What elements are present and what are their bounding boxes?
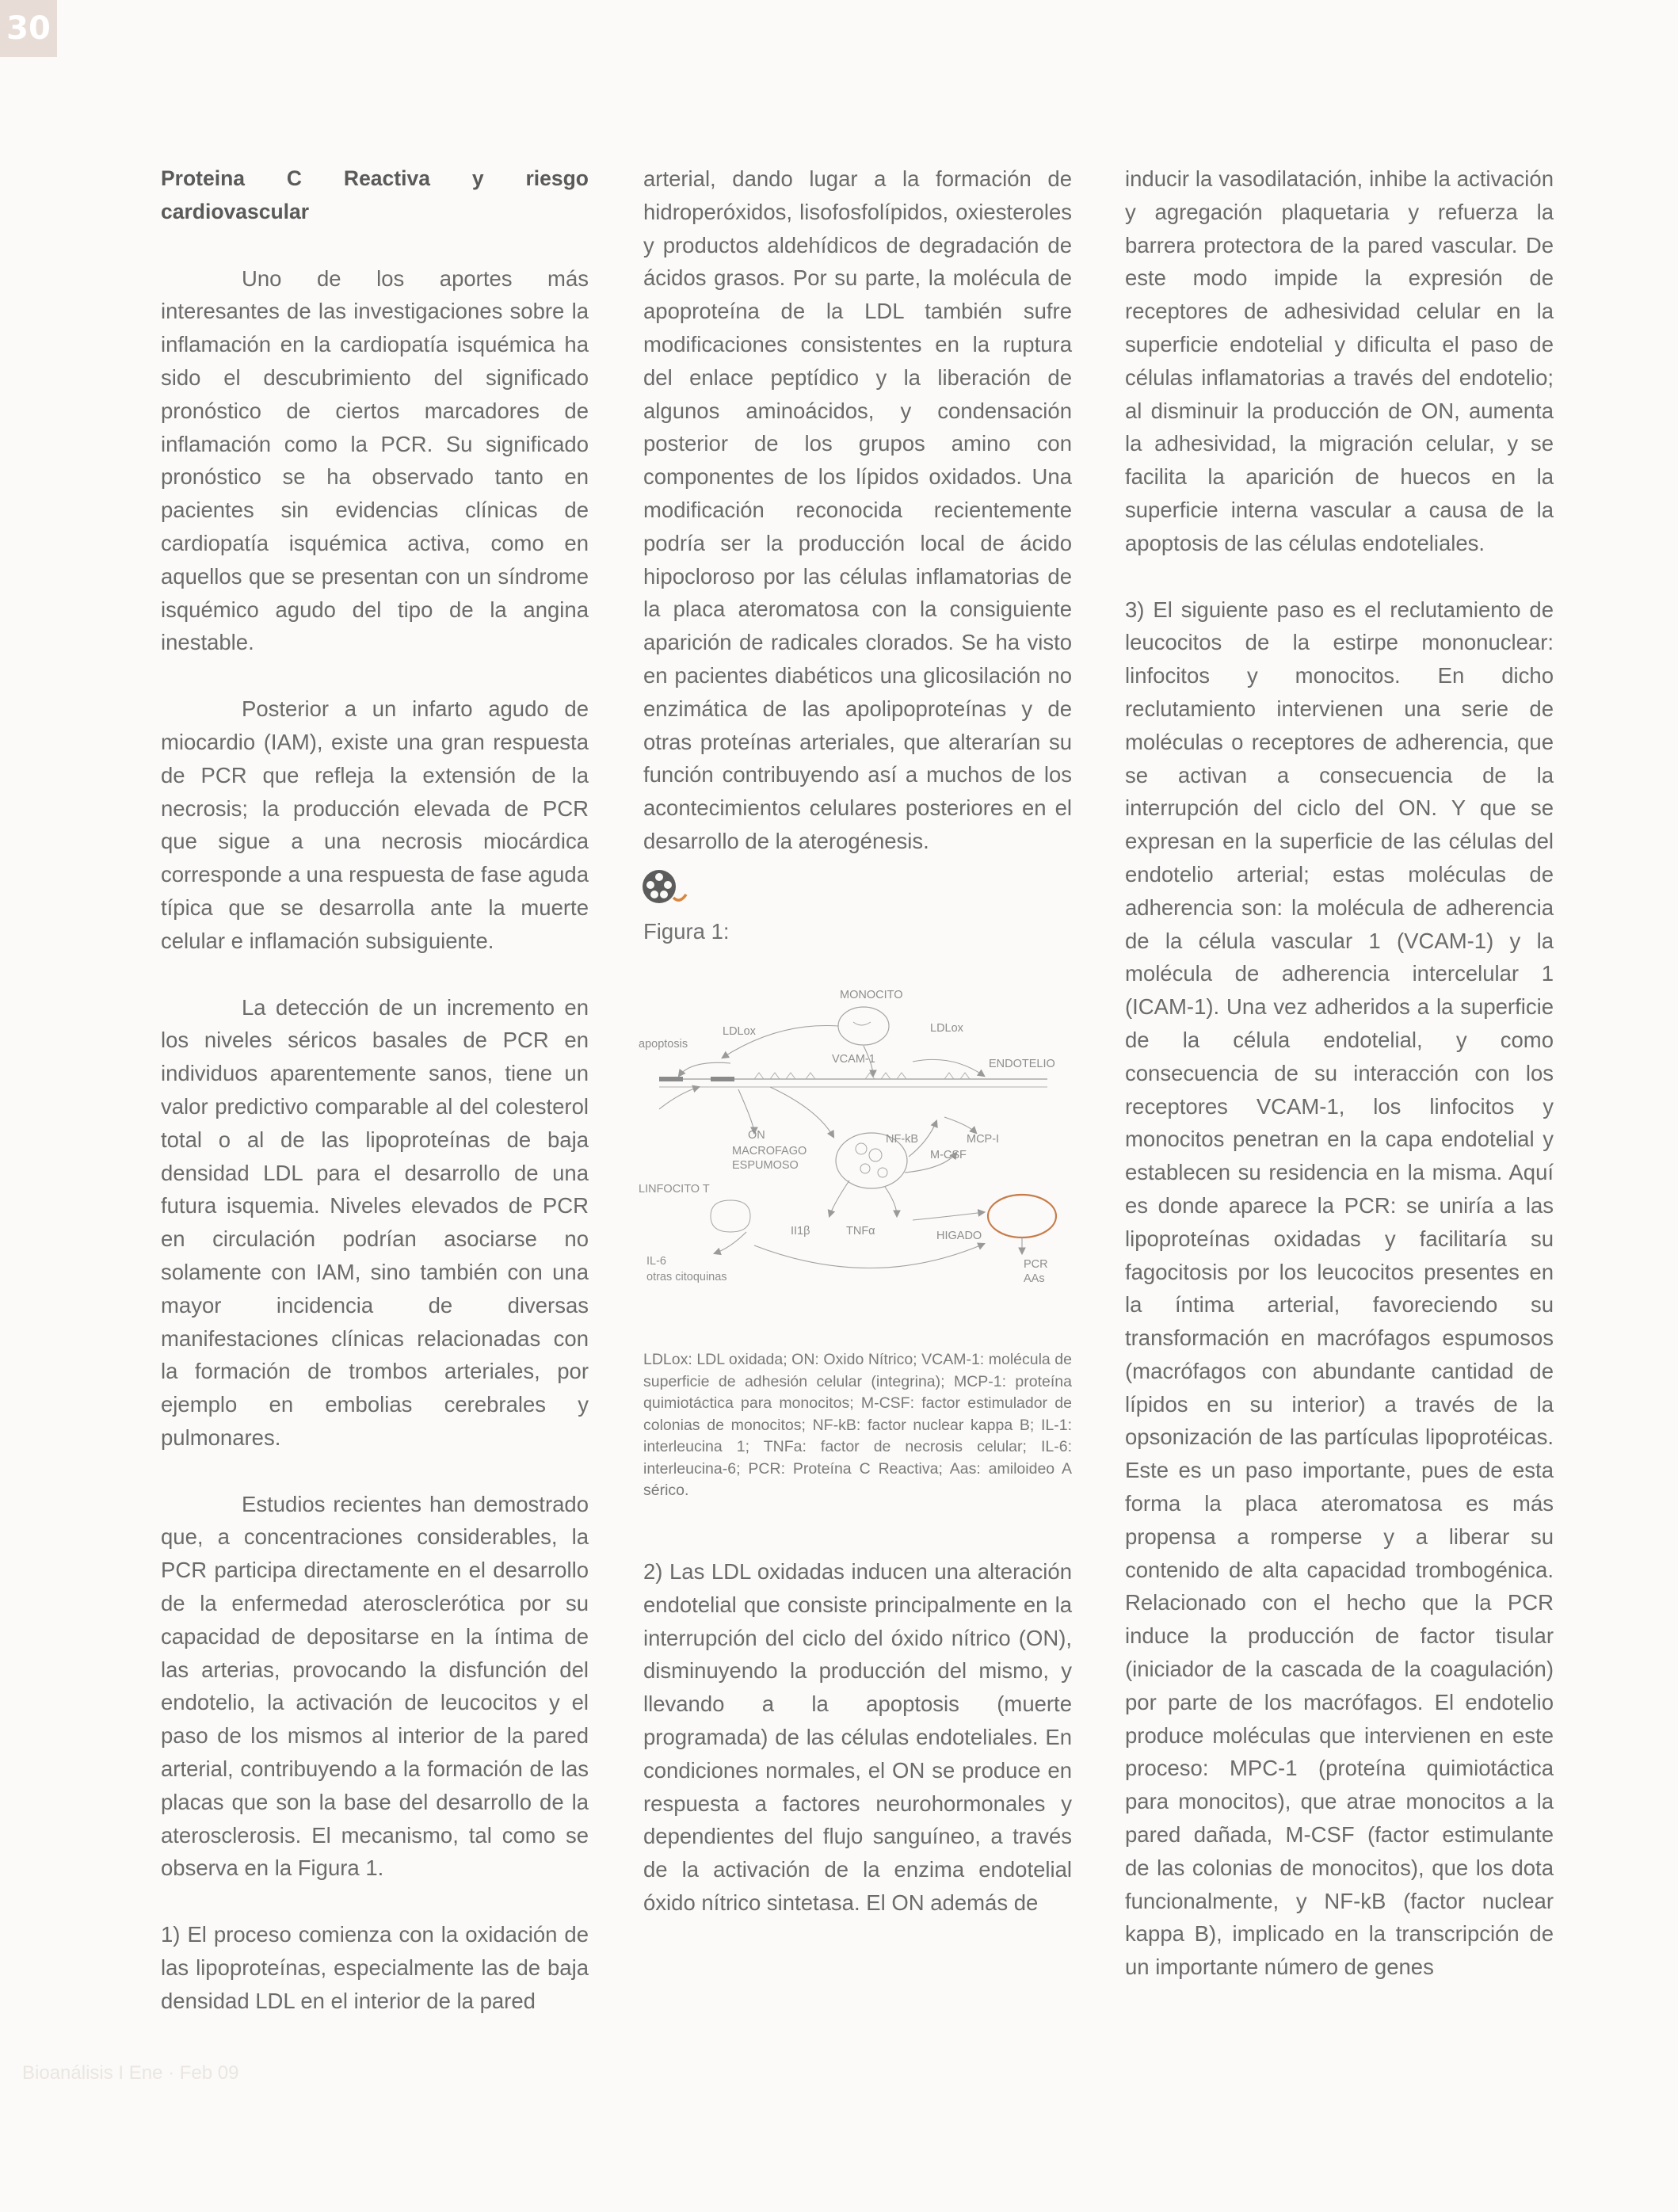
label-il6: IL-6 bbox=[646, 1255, 666, 1268]
label-linfocito: LINFOCITO T bbox=[639, 1183, 710, 1196]
column-1 bbox=[161, 162, 589, 2051]
label-citoquinas: otras citoquinas bbox=[646, 1271, 727, 1283]
label-macrofago: MACROFAGO bbox=[732, 1145, 807, 1157]
film-reel-icon bbox=[640, 868, 689, 907]
label-on: ON bbox=[748, 1129, 765, 1142]
column-2-continued bbox=[643, 1555, 1072, 1953]
label-mcp: MCP-I bbox=[967, 1133, 1000, 1146]
label-pcr: PCR bbox=[1024, 1258, 1048, 1271]
figure-label: Figura 1: bbox=[643, 919, 730, 944]
label-ldlox-left: LDLox bbox=[723, 1025, 756, 1038]
label-ldlox-right: LDLox bbox=[930, 1022, 963, 1035]
footer-text: Bioanálisis I Ene · Feb 09 bbox=[22, 2062, 239, 2084]
column-3 bbox=[1125, 162, 1554, 2017]
paragraph: Posterior a un infarto agudo de miocardio (IAM), existe una gran respuesta de PCR que refleja la extensión de la necrosis; la producción elevada de PCR que sigue a una necrosis miocárdica corresponde a una respuesta de fase aguda típica que se desarrolla ante la muerte celular e inflamación subsiguiente. bbox=[161, 696, 589, 953]
paragraph: arterial, dando lugar a la formación de hidroperóxidos, lisofosfolípidos, oxiesteroles y productos aldehídicos de degradación de ácidos grasos. Por su parte, la molécula de apoproteína de la LDL también sufre modificaciones consistentes en la ruptura del enlace peptídico y la liberación de algunos aminoácidos, y condensación posterior de los grupos amino con componentes de los lípidos oxidados. Una modificación reconocida recientemente podría ser la producción local de ácido hipocloroso por las células inflamatorias de la placa ateromatosa con la consiguiente aparición de radicales clorados. Se ha visto en pacientes diabéticos una glicosilación no enzimática de las apolipoproteínas y de otras proteínas arteriales, que alterarían su función contribuyendo así a muchos de los acontecimientos celulares posteriores en el desarrollo de la aterogénesis. bbox=[643, 166, 1072, 853]
paragraph: Estudios recientes han demostrado que, a concentraciones considerables, la PCR participa directamente en el desarrollo de la enfermedad aterosclerótica por su capacidad de depositarse en la íntima de las arterias, provocando la disfunción del endotelio, la activación de leucocitos y el paso de los mismos al interior de la pared arterial, contribuyendo a la formación de las placas que son la base del desarrollo de la aterosclerosis. El mecanismo, tal como se observa en la Figura 1. bbox=[161, 1491, 589, 1881]
label-monocito: MONOCITO bbox=[840, 989, 903, 1001]
figure-diagram bbox=[635, 974, 1079, 1307]
figure-caption: LDLox: LDL oxidada; ON: Oxido Nítrico; VCAM-1: molécula de superficie de adhesión celular (integrina); MCP-1: proteína quimiotáctica para monocitos; M-CSF: factor estimulador de colonias de monocitos; NF-kB: factor nuclear kappa B; IL-1: interleucina 1; TNFa: factor de necrosis celular; IL-6: interleucina-6; PCR: Proteína C Reactiva; Aas: amiloideo A sérico. bbox=[643, 1351, 1072, 1499]
section-heading: Proteina C Reactiva y riesgo cardiovascular bbox=[161, 166, 589, 223]
label-apoptosis: apoptosis bbox=[639, 1038, 688, 1051]
label-il1b: II1β bbox=[791, 1225, 810, 1238]
paragraph: 3) El siguiente paso es el reclutamiento de leucocitos de la estirpe mononuclear: linfocitos y monocitos. En dicho reclutamiento intervienen una serie de moléculas o receptores de adherencia, que se activan a consecuencia de la interrupción del ciclo del ON. Y que se expresan en la superficie de las células del endotelio arterial; estas moléculas de adherencia son: la molécula de adherencia de la célula vascular 1 (VCAM-1) y la molécula de adherencia intercelular 1 (ICAM-1). Una vez adheridos a la superficie de la célula endotelial, y como consecuencia de su interacción con los receptores VCAM-1, los linfocitos y monocitos penetran en la capa endotelial y establecen su residencia en la misma. Aquí es donde aparece la PCR: se uniría a las lipoproteínas oxidadas y facilitaría su fagocitosis por los leucocitos presentes en la íntima arterial, favoreciendo su transformación en macrófagos espumosos (macrófagos con abundante cantidad de lípidos en su interior) a través de la opsonización de las partículas lipoprotéicas. Este es un paso importante, pues de esta forma la placa ateromatosa es más propensa a romperse y a liberar su contenido de alta capacidad trombogénica. Relacionado con el hecho que la PCR induce la producción de factor tisular (iniciador de la cascada de la coagulación) por parte de los macrófagos. El endotelio produce moléculas que intervienen en este proceso: MPC-1 (proteína quimiotáctica para monocitos), que atrae monocitos a la pared dañada, M-CSF (factor estimulante de las colonias de monocitos), que los dota funcionalmente, y NF-kB (factor nuclear kappa B), implicado en la transcripción de un importante número de genes bbox=[1125, 597, 1554, 1980]
label-espumoso: ESPUMOSO bbox=[732, 1159, 799, 1172]
label-endotelio: ENDOTELIO bbox=[989, 1058, 1055, 1070]
label-nfkb: NF-kB bbox=[886, 1133, 919, 1146]
label-vcam: VCAM-1 bbox=[832, 1053, 875, 1066]
paragraph: 1) El proceso comienza con la oxidación de las lipoproteínas, especialmente las de baja densidad LDL en el interior de la pared bbox=[161, 1922, 589, 2013]
paragraph: Uno de los aportes más interesantes de las investigaciones sobre la inflamación en la cardiopatía isquémica ha sido el descubrimiento del significado pronóstico de ciertos marcadores de inflamación como la PCR. Su significado pronóstico se ha observado tanto en pacientes sin evidencias clínicas de cardiopatía isquémica activa, como en aquellos que se presentan con un síndrome isquémico agudo del tipo de la angina inestable. bbox=[161, 265, 589, 655]
label-aas: AAs bbox=[1024, 1272, 1045, 1285]
label-higado: HIGADO bbox=[936, 1230, 982, 1242]
label-tnfa: TNFα bbox=[846, 1225, 875, 1238]
column-2 bbox=[643, 162, 1072, 891]
paragraph: 2) Las LDL oxidadas inducen una alteración endotelial que consiste principalmente en la interrupción del ciclo del óxido nítrico (ON), disminuyendo la producción del mismo, y llevando a la apoptosis (muerte programada) de las células endoteliales. En condiciones normales, el ON se produce en respuesta a factores neurohormonales y dependientes del flujo sanguíneo, a través de la activación de la enzima endotelial óxido nítrico sintetasa. El ON además de bbox=[643, 1559, 1072, 1915]
label-mcsf: M-CSF bbox=[930, 1149, 967, 1161]
paragraph: La detección de un incremento en los niveles séricos basales de PCR en individuos aparentemente sanos, tiene un valor predictivo comparable al del colesterol total o al de las lipoproteínas de baja densidad LDL para el desarrollo de una futura isquemia. Niveles elevados de PCR en circulación podrían asociarse no solamente con IAM, sino también con una mayor incidencia de diversas manifestaciones clínicas relacionadas con la formación de trombos arteriales, por ejemplo en embolias cerebrales y pulmonares. bbox=[161, 994, 589, 1450]
page-number: 30 bbox=[0, 0, 57, 57]
paragraph: inducir la vasodilatación, inhibe la activación y agregación plaquetaria y refuerza la barrera protectora de la pared vascular. De este modo impide la expresión de receptores de adhesividad celular en la superficie endotelial y dificulta el paso de células inflamatorias a través del endotelio; al disminuir la producción de ON, aumenta la adhesividad, la migración celular, y se facilita la aparición de huecos en la superficie interna vascular a causa de la apoptosis de las células endoteliales. bbox=[1125, 166, 1554, 555]
